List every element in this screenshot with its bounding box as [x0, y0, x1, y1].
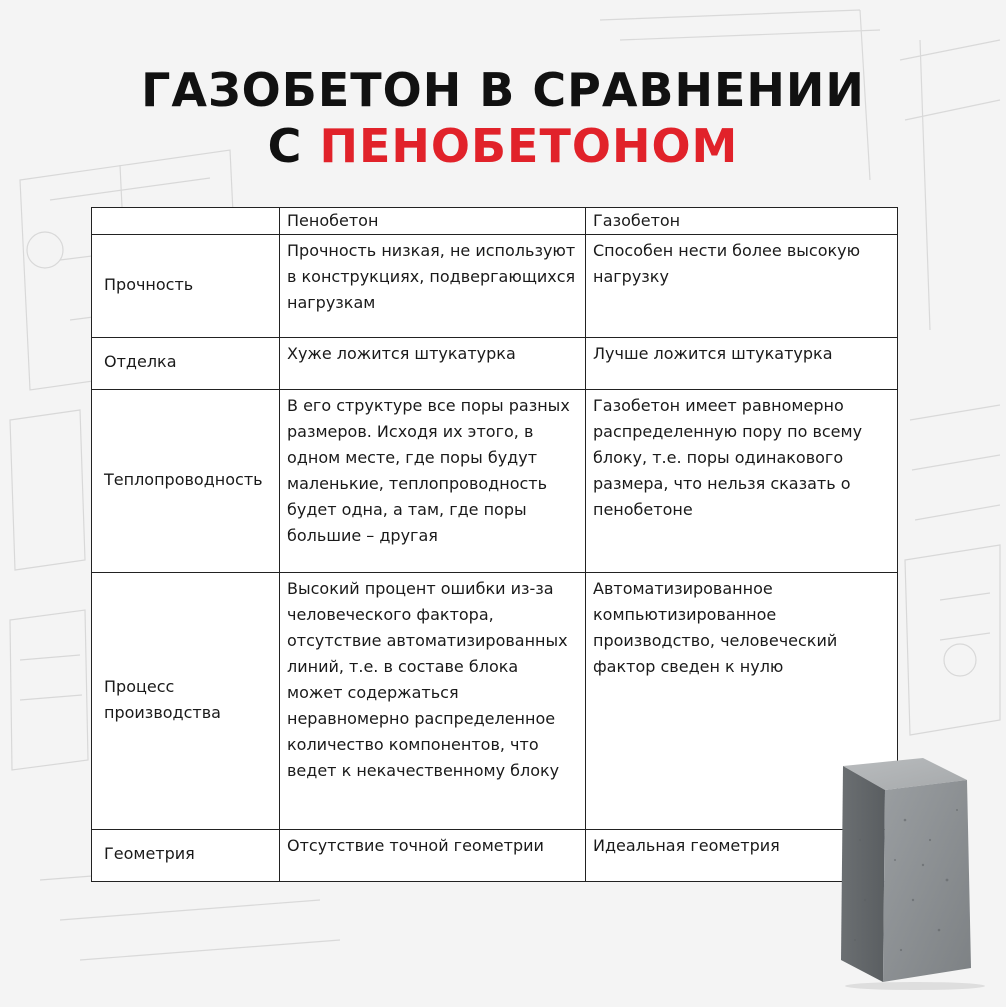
- title-line-1: ГАЗОБЕТОН В СРАВНЕНИИ: [141, 63, 865, 117]
- header-aerated-concrete: Газобетон: [586, 208, 898, 235]
- table-row: [92, 338, 898, 390]
- criterion-cell: Отделка: [92, 338, 280, 390]
- foam-cell: Прочность низкая, не используют в конструкциях, подвергающихся нагрузкам: [280, 235, 586, 338]
- foam-cell: Отсутствие точной геометрии: [280, 830, 586, 882]
- gas-cell: Идеальная геометрия: [586, 830, 898, 882]
- foam-cell: Высокий процент ошибки из-за человеческого фактора, отсутствие автоматизированных линий, т.е. в составе блока может содержаться неравномерно распределенное количество компонентов, что ведет к некачественному блоку: [280, 573, 586, 830]
- criterion-cell: Геометрия: [92, 830, 280, 882]
- gas-cell: Автоматизированное компьютизированное производство, человеческий фактор сведен к нулю: [586, 573, 898, 830]
- comparison-table: [91, 207, 898, 882]
- table-row: [92, 830, 898, 882]
- gas-cell: Газобетон имеет равномерно распределенную пору по всему блоку, т.е. поры одинакового размера, что нельзя сказать о пенобетоне: [586, 390, 898, 573]
- title-prefix: С: [267, 119, 320, 173]
- table-row: [92, 573, 898, 830]
- criterion-cell: Прочность: [92, 235, 280, 338]
- foam-cell: В его структуре все поры разных размеров. Исходя их этого, в одном месте, где поры будут маленькие, теплопроводность будет одна, а там, где поры большие – другая: [280, 390, 586, 573]
- header-foam-concrete: Пенобетон: [280, 208, 586, 235]
- aerated-concrete-block-image: [835, 750, 995, 990]
- gas-cell: Способен нести более высокую нагрузку: [586, 235, 898, 338]
- criterion-cell: Теплопроводность: [92, 390, 280, 573]
- page-title: [0, 62, 1006, 174]
- title-accent: ПЕНОБЕТОНОМ: [319, 119, 739, 173]
- criterion-cell: Процесс производства: [92, 573, 280, 830]
- table-header-row: [92, 208, 898, 235]
- table-row: [92, 235, 898, 338]
- foam-cell: Хуже ложится штукатурка: [280, 338, 586, 390]
- header-criterion: [92, 208, 280, 235]
- table-row: [92, 390, 898, 573]
- title-line-2: [0, 118, 1006, 174]
- gas-cell: Лучше ложится штукатурка: [586, 338, 898, 390]
